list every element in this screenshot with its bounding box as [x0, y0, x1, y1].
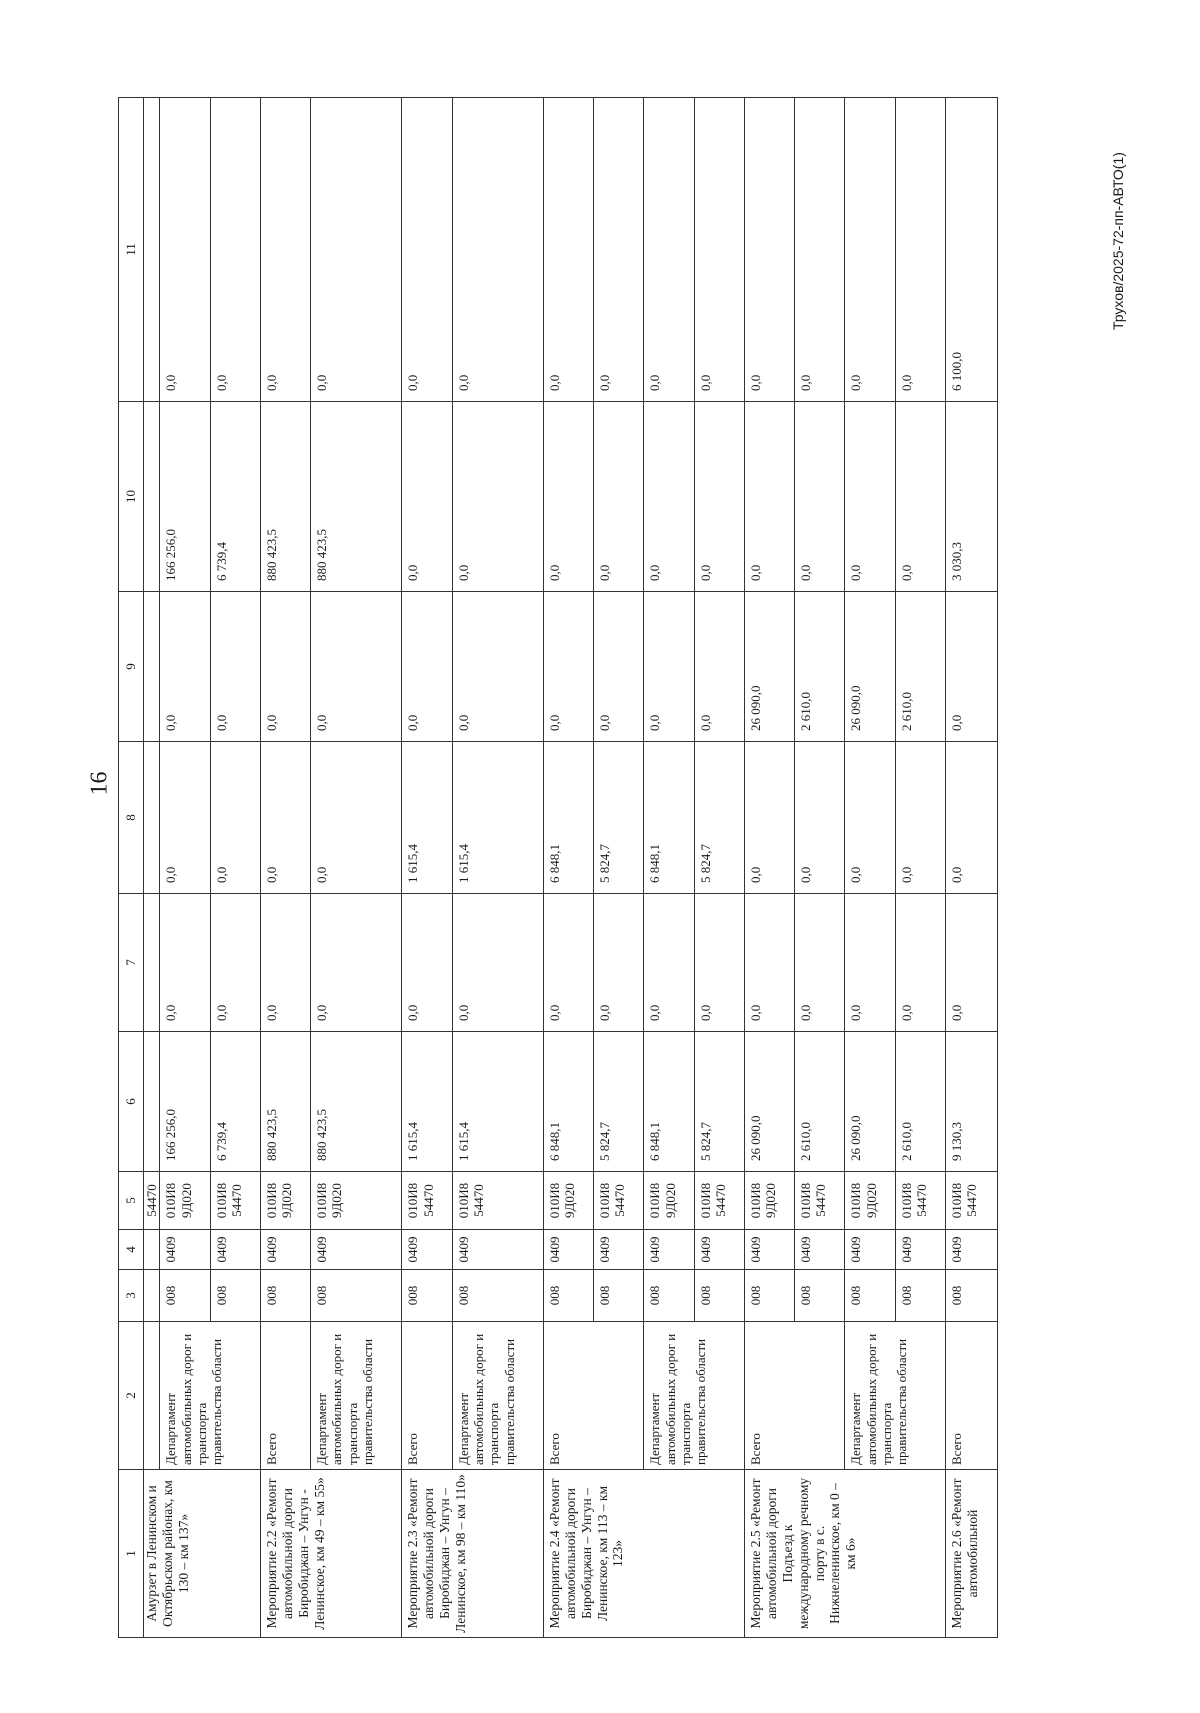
cell: 0,0 — [543, 894, 593, 1032]
cell: 010И8 9Д020 — [744, 1172, 794, 1230]
cell: 0,0 — [795, 402, 845, 592]
cell: 0,0 — [945, 592, 997, 742]
cell: 0,0 — [452, 402, 543, 592]
cell: 010И8 54470 — [594, 1172, 644, 1230]
cell: 2 610,0 — [895, 592, 945, 742]
cell: 880 423,5 — [311, 1032, 402, 1172]
cell: 010И8 9Д020 — [311, 1172, 402, 1230]
cell: 0,0 — [594, 894, 644, 1032]
cell: 2 610,0 — [795, 1032, 845, 1172]
cell: 0,0 — [311, 894, 402, 1032]
agency: Департамент автомобильных дорог и транспорта правительства области — [644, 1322, 745, 1470]
cell: 880 423,5 — [260, 1032, 310, 1172]
cell: 0,0 — [845, 894, 895, 1032]
cell: Департамент автомобильных дорог и транспорта правительства области — [452, 1322, 543, 1470]
cell: 0,0 — [694, 592, 744, 742]
cell: Департамент автомобильных дорог и транспорта правительства области — [311, 1322, 402, 1470]
table-row — [144, 98, 160, 1638]
cell: 0,0 — [160, 742, 210, 894]
cell: 0409 — [452, 1230, 543, 1270]
table-row — [945, 98, 997, 1638]
cell: 6 848,1 — [644, 742, 694, 894]
cell — [144, 1032, 160, 1172]
cell: 0,0 — [895, 402, 945, 592]
col-header: 9 — [119, 592, 144, 742]
header-row — [119, 98, 144, 1638]
cell: 0,0 — [694, 98, 744, 402]
cell: 008 — [694, 1270, 744, 1322]
cell: 008 — [160, 1270, 210, 1322]
cell: 0,0 — [210, 894, 260, 1032]
col-header: 3 — [119, 1270, 144, 1322]
col-header: 2 — [119, 1322, 144, 1470]
cell: 0,0 — [210, 98, 260, 402]
cell: 26 090,0 — [744, 1032, 794, 1172]
agency: Департамент автомобильных дорог и транспорта правительства области — [160, 1322, 261, 1470]
cell: 6 848,1 — [644, 1032, 694, 1172]
cell: 010И8 54470 — [895, 1172, 945, 1230]
cell: 0,0 — [845, 98, 895, 402]
cell: 0,0 — [543, 402, 593, 592]
cell — [144, 402, 160, 592]
cell: 010И8 9Д020 — [644, 1172, 694, 1230]
cell: Всего — [402, 1322, 452, 1470]
cell: 6 739,4 — [210, 402, 260, 592]
measure-name: Мероприятие 2.3 «Ремонт автомобильной дороги Биробиджан – Унгун – Ленинское, км 98 – км 110» — [402, 1470, 543, 1638]
cell: 0409 — [644, 1230, 694, 1270]
col-header: 7 — [119, 894, 144, 1032]
cell: 010И8 9Д020 — [160, 1172, 210, 1230]
cell: 0409 — [795, 1230, 845, 1270]
table-row — [160, 98, 210, 1638]
cell — [144, 1322, 160, 1470]
cell: 010И8 9Д020 — [845, 1172, 895, 1230]
cell: 0,0 — [845, 742, 895, 894]
measure-name: Мероприятие 2.4 «Ремонт автомобильной дороги Биробиджан – Унгун – Ленинское, км 113 – км 123» — [543, 1470, 744, 1638]
cell: 5 824,7 — [694, 1032, 744, 1172]
measure-name: Мероприятие 2.6 «Ремонт автомобильной — [945, 1470, 997, 1638]
cell: 1 615,4 — [452, 742, 543, 894]
cell: 0,0 — [311, 742, 402, 894]
cell: 0,0 — [795, 742, 845, 894]
cell: 5 824,7 — [694, 742, 744, 894]
cell: 0,0 — [260, 742, 310, 894]
cell: 010И8 9Д020 — [543, 1172, 593, 1230]
table-row — [644, 98, 694, 1638]
cell: 0,0 — [744, 402, 794, 592]
cell — [144, 894, 160, 1032]
cell: 0,0 — [311, 98, 402, 402]
cell: 0,0 — [402, 98, 452, 402]
cell: 008 — [594, 1270, 644, 1322]
cell: 0,0 — [795, 894, 845, 1032]
footer-text: Трухов/2025-72-пп-АВТО(1) — [1110, 152, 1126, 330]
cell: 0,0 — [210, 742, 260, 894]
cell: 0409 — [895, 1230, 945, 1270]
cell: 5 824,7 — [594, 742, 644, 894]
cell: 0,0 — [594, 592, 644, 742]
table-row — [311, 98, 402, 1638]
cell: 0,0 — [744, 894, 794, 1032]
budget-table — [118, 97, 998, 1638]
cell: 9 130,3 — [945, 1032, 997, 1172]
cell: 008 — [744, 1270, 794, 1322]
cell: 008 — [895, 1270, 945, 1322]
cell: 010И8 54470 — [795, 1172, 845, 1230]
cell: 0409 — [945, 1230, 997, 1270]
page-number: 16 — [86, 771, 113, 796]
cell: 0,0 — [694, 402, 744, 592]
col-header: 4 — [119, 1230, 144, 1270]
cell: 880 423,5 — [260, 402, 310, 592]
cell: 0,0 — [694, 894, 744, 1032]
cell — [144, 98, 160, 402]
cell: 0,0 — [644, 894, 694, 1032]
col-header: 6 — [119, 1032, 144, 1172]
cell: Всего — [260, 1322, 310, 1470]
table-row — [452, 98, 543, 1638]
cell: 008 — [260, 1270, 310, 1322]
cell: 0409 — [543, 1230, 593, 1270]
cell: 010И8 54470 — [210, 1172, 260, 1230]
col-header: 11 — [119, 98, 144, 402]
cell: 0,0 — [945, 742, 997, 894]
cell — [144, 1230, 160, 1270]
cell — [144, 1270, 160, 1322]
cell: 0,0 — [795, 98, 845, 402]
cell: 0,0 — [644, 98, 694, 402]
cell: 0,0 — [402, 894, 452, 1032]
cell: 0,0 — [744, 742, 794, 894]
cell: Всего — [945, 1322, 997, 1470]
cell — [144, 592, 160, 742]
cell: 008 — [845, 1270, 895, 1322]
cell: 2 610,0 — [895, 1032, 945, 1172]
cell: 010И8 9Д020 — [260, 1172, 310, 1230]
table-row — [845, 98, 895, 1638]
cell: 0,0 — [160, 592, 210, 742]
rotated-table-container — [118, 98, 998, 1638]
cell: 26 090,0 — [845, 592, 895, 742]
cell: 0,0 — [160, 98, 210, 402]
cell: 1 615,4 — [402, 1032, 452, 1172]
cell: 010И8 54470 — [694, 1172, 744, 1230]
cell: 166 256,0 — [160, 402, 210, 592]
col-header: 5 — [119, 1172, 144, 1230]
cell: 2 610,0 — [795, 592, 845, 742]
cell: 880 423,5 — [311, 402, 402, 592]
footer — [1110, 152, 1130, 350]
measure-name: Мероприятие 2.2 «Ремонт автомобильной дороги Биробиджан – Унгун - Ленинское, км 49 – км 55» — [260, 1470, 401, 1638]
cell: 1 615,4 — [452, 1032, 543, 1172]
cell: 0,0 — [543, 98, 593, 402]
cell: 008 — [402, 1270, 452, 1322]
cell: 0409 — [402, 1230, 452, 1270]
measure-name: Мероприятие 2.5 «Ремонт автомобильной дороги Подъезд к международному речному порту в с. Нижнеленинское, км 0 – км 6» — [744, 1470, 945, 1638]
cell — [144, 742, 160, 894]
cell: 0,0 — [543, 592, 593, 742]
cell: 166 256,0 — [160, 1032, 210, 1172]
cell: 0,0 — [945, 894, 997, 1032]
cell: 0,0 — [644, 402, 694, 592]
cell: 0,0 — [402, 592, 452, 742]
cell: 0,0 — [895, 98, 945, 402]
cell: 54470 — [144, 1172, 160, 1230]
table-row — [744, 98, 794, 1638]
cell: 0,0 — [644, 592, 694, 742]
col-header: 10 — [119, 402, 144, 592]
cell: Всего — [543, 1322, 644, 1470]
cell: 008 — [644, 1270, 694, 1322]
cell: 0,0 — [260, 592, 310, 742]
table-row — [402, 98, 452, 1638]
col-header: 1 — [119, 1470, 144, 1638]
cell: 008 — [210, 1270, 260, 1322]
cell: 6 100,0 — [945, 98, 997, 402]
cell: 0,0 — [160, 894, 210, 1032]
cell: 0409 — [744, 1230, 794, 1270]
table-row — [543, 98, 593, 1638]
cell: 0,0 — [845, 402, 895, 592]
cell: 010И8 54470 — [402, 1172, 452, 1230]
cell: 0,0 — [210, 592, 260, 742]
cell: 5 824,7 — [594, 1032, 644, 1172]
cell: 0,0 — [594, 402, 644, 592]
cell: 008 — [452, 1270, 543, 1322]
cell: 008 — [543, 1270, 593, 1322]
cell: 0,0 — [260, 894, 310, 1032]
cell: 008 — [311, 1270, 402, 1322]
cell: 0409 — [694, 1230, 744, 1270]
cell: 26 090,0 — [845, 1032, 895, 1172]
cell: 0409 — [260, 1230, 310, 1270]
cell: 0,0 — [402, 402, 452, 592]
cell: 010И8 54470 — [945, 1172, 997, 1230]
cell: 0,0 — [895, 894, 945, 1032]
cell: 0409 — [311, 1230, 402, 1270]
cell: 0,0 — [452, 592, 543, 742]
cell: 0,0 — [452, 98, 543, 402]
cell: 0409 — [594, 1230, 644, 1270]
cell: 6 848,1 — [543, 1032, 593, 1172]
cell: 0,0 — [895, 742, 945, 894]
cell: 26 090,0 — [744, 592, 794, 742]
cell: 0409 — [210, 1230, 260, 1270]
cell: 6 739,4 — [210, 1032, 260, 1172]
col-header: 8 — [119, 742, 144, 894]
cell: 0,0 — [260, 98, 310, 402]
cell: 008 — [945, 1270, 997, 1322]
cell: 0,0 — [452, 894, 543, 1032]
agency: Департамент автомобильных дорог и транспорта правительства области — [845, 1322, 946, 1470]
measure-name: Амурзет в Ленинском и Октябрьском районах, км 130 – км 137» — [144, 1470, 261, 1638]
cell: 0409 — [845, 1230, 895, 1270]
cell: 010И8 54470 — [452, 1172, 543, 1230]
cell: Всего — [744, 1322, 845, 1470]
table-row — [260, 98, 310, 1638]
cell: 0,0 — [311, 592, 402, 742]
cell: 6 848,1 — [543, 742, 593, 894]
cell: 0,0 — [744, 98, 794, 402]
cell: 0409 — [160, 1230, 210, 1270]
cell: 008 — [795, 1270, 845, 1322]
cell: 0,0 — [594, 98, 644, 402]
cell: 3 030,3 — [945, 402, 997, 592]
cell: 1 615,4 — [402, 742, 452, 894]
